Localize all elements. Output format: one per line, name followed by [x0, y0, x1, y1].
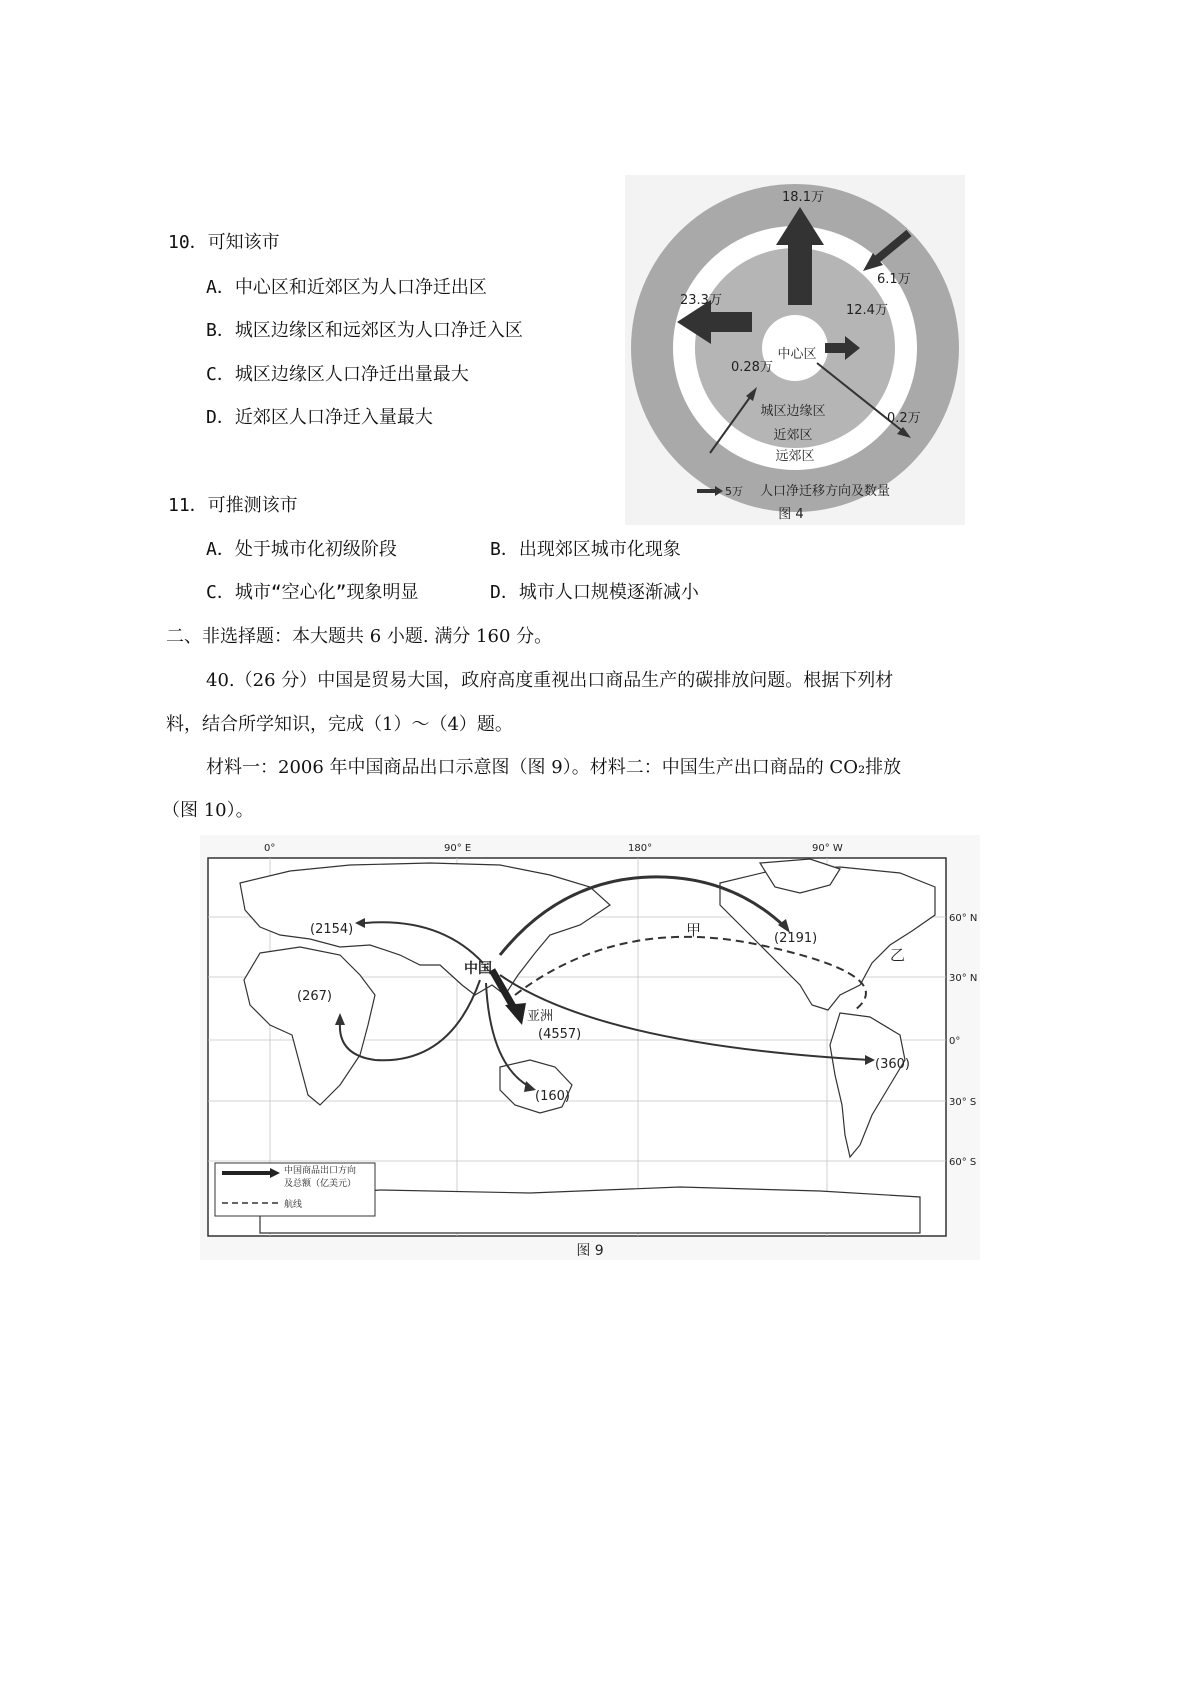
export-value-south-america: (360)	[875, 1057, 910, 1072]
lat-label-60n: 60° N	[949, 913, 978, 924]
q40-text-line1: 40.（26 分）中国是贸易大国，政府高度重视出口商品生产的碳排放问题。根据下列材	[206, 670, 894, 691]
export-value-europe: (2154)	[310, 922, 354, 937]
flow-label-northeast: 6.1万	[877, 272, 911, 287]
section-heading: 二、非选择题：本大题共 6 小题. 满分 160 分。	[166, 626, 553, 647]
china-label: 中国	[464, 961, 492, 977]
fig4-legend	[697, 483, 890, 499]
fig9-legend-arrow-line1: 中国商品出口方向	[284, 1166, 357, 1176]
q10-option-d: D．近郊区人口净迁入量最大	[206, 407, 433, 428]
zone-label-outer: 远郊区	[775, 449, 815, 464]
asia-label: 亚洲	[527, 1009, 554, 1024]
flow-label-thin-in: 0.28万	[731, 360, 773, 375]
zone-label-near: 近郊区	[773, 428, 813, 443]
q11-option-a: A．处于城市化初级阶段	[206, 539, 397, 560]
lat-label-60s: 60° S	[949, 1157, 977, 1168]
lon-label-90e: 90° E	[444, 843, 472, 854]
fig4-legend-value: 5万	[725, 485, 743, 498]
zone-label-center: 中心区	[777, 347, 817, 362]
fig4-caption: 图 4	[778, 507, 804, 522]
fig4-legend-label: 人口净迁移方向及数量	[760, 484, 891, 499]
q10-option-a: A．中心区和近郊区为人口净迁出区	[206, 277, 487, 298]
flow-label-up: 18.1万	[782, 190, 824, 205]
figure-9-map	[200, 835, 980, 1260]
lon-label-180: 180°	[628, 843, 653, 854]
export-value-africa: (267)	[297, 989, 332, 1004]
lat-label-0: 0°	[949, 1036, 961, 1047]
figure-4-diagram	[625, 175, 965, 525]
flow-label-thin-out: 0.2万	[887, 411, 921, 426]
q10-option-c: C．城区边缘区人口净迁出量最大	[206, 364, 469, 385]
q10-option-b: B．城区边缘区和远郊区为人口净迁入区	[206, 320, 523, 341]
export-value-oceania: (160)	[535, 1089, 570, 1104]
lat-label-30s: 30° S	[949, 1097, 977, 1108]
fig9-legend-arrow-line2: 及总额（亿美元）	[284, 1179, 357, 1189]
export-value-north-america: (2191)	[774, 931, 818, 946]
q11-option-b: B．出现郊区城市化现象	[490, 539, 681, 560]
lon-label-90w: 90° W	[812, 843, 843, 854]
place-label-jia: 甲	[686, 921, 702, 939]
flow-label-left: 23.3万	[680, 293, 722, 308]
export-value-asia: (4557)	[538, 1027, 582, 1042]
q11-stem: 11．可推测该市	[168, 495, 298, 516]
flow-label-right: 12.4万	[846, 303, 888, 318]
q10-stem: 10．可知该市	[168, 232, 280, 253]
fig9-legend	[215, 1163, 375, 1216]
q11-option-d: D．城市人口规模逐渐减小	[490, 582, 699, 603]
fig9-legend-route: 航线	[284, 1200, 303, 1210]
q11-option-c: C．城市“空心化”现象明显	[206, 582, 419, 603]
zone-label-fringe: 城区边缘区	[760, 404, 826, 419]
material-text-line2: （图 10）。	[162, 800, 254, 821]
lon-label-0: 0°	[264, 843, 276, 854]
place-label-yi: 乙	[890, 946, 906, 964]
lat-label-30n: 30° N	[949, 973, 978, 984]
q40-text-line2: 料，结合所学知识，完成（1）～（4）题。	[166, 714, 513, 735]
material-text-line1: 材料一：2006 年中国商品出口示意图（图 9）。材料二：中国生产出口商品的 CO₂排放	[206, 757, 902, 778]
fig9-caption: 图 9	[576, 1243, 604, 1259]
